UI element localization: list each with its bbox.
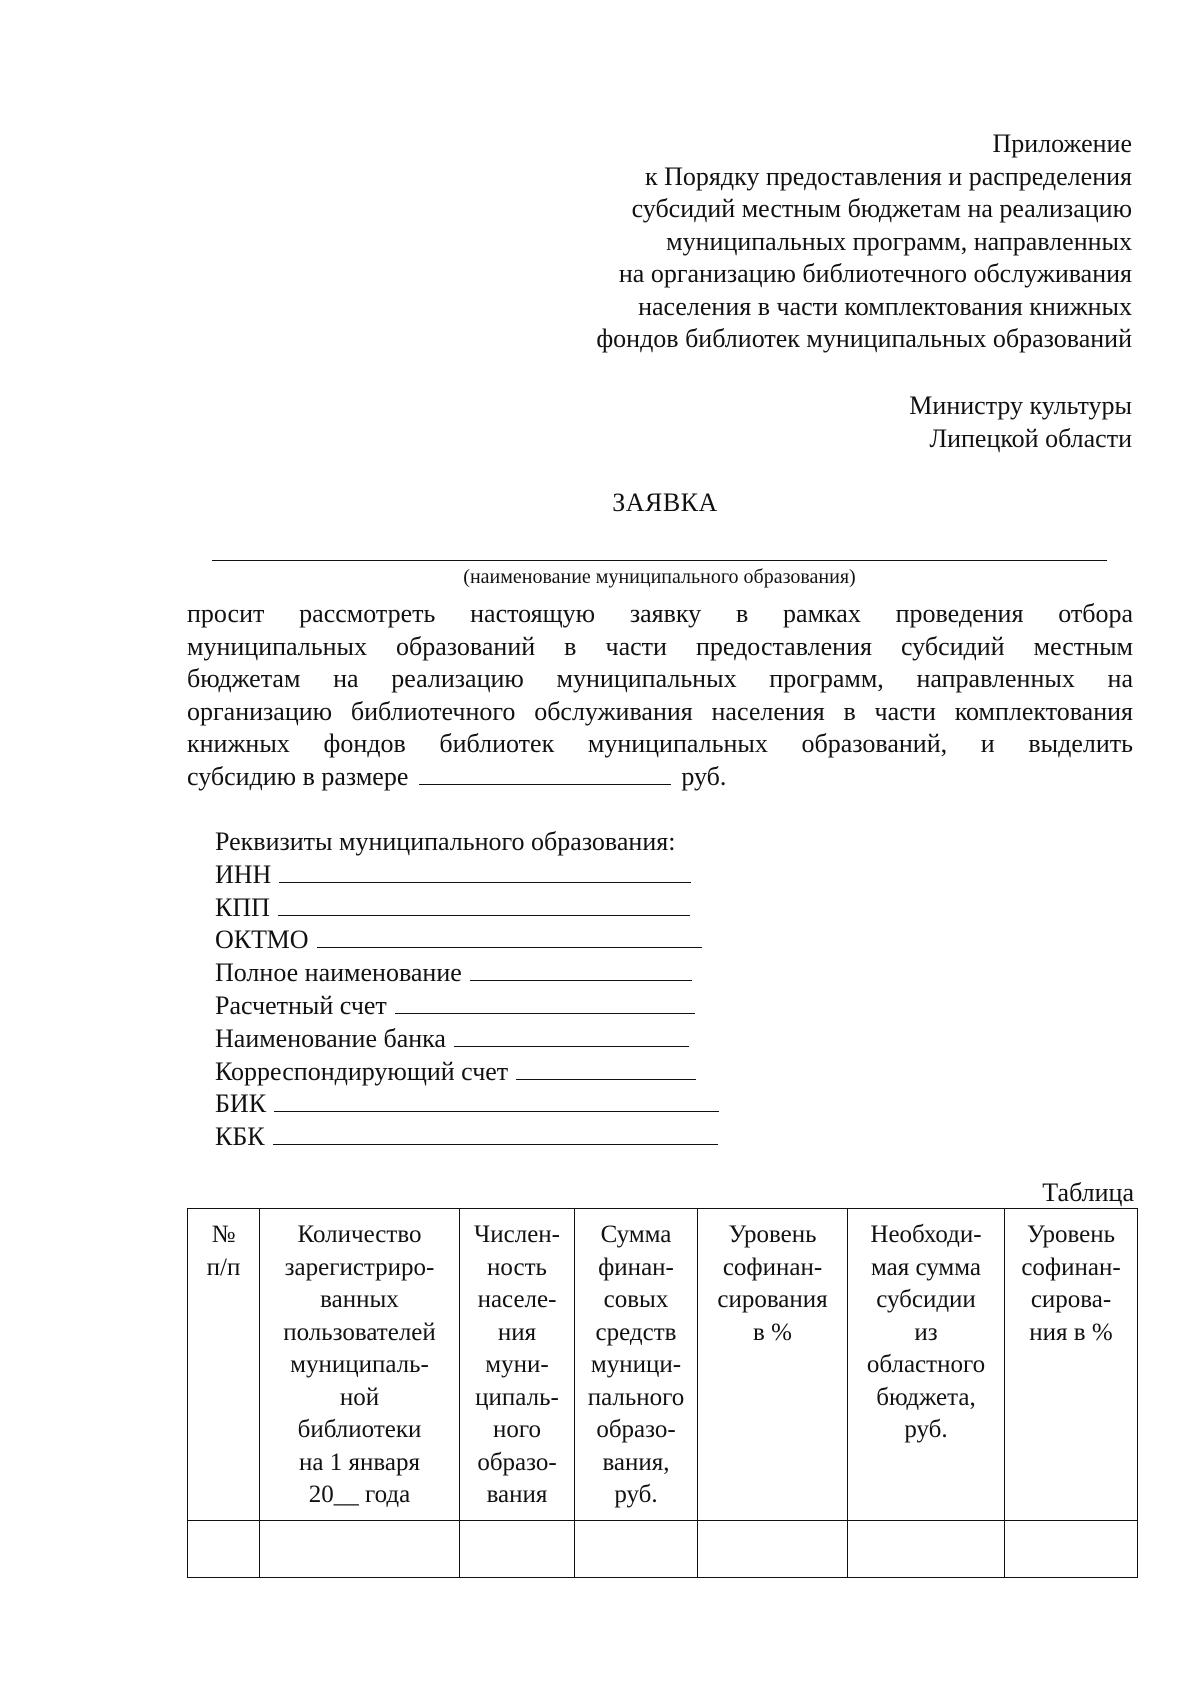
kbk-field[interactable] [273, 1124, 718, 1145]
requisites-block [215, 826, 723, 1154]
column-header-text: Числен- ность населе- ния муни- ципаль- ного образо- вания [474, 1221, 560, 1508]
column-header-text: Сумма финан- совых средств муници- пального образо- вания, руб. [587, 1221, 685, 1508]
column-header [1005, 1209, 1138, 1521]
municipality-name-field[interactable] [212, 560, 1107, 561]
requisite-row-inn [215, 859, 723, 892]
requisite-label: Полное наименование [215, 958, 462, 988]
column-header-text: № п/п [206, 1221, 241, 1281]
requisite-row-bank [215, 1023, 723, 1056]
column-header [188, 1209, 260, 1521]
requisite-row-oktmo [215, 924, 723, 957]
addressee [760, 390, 1132, 455]
column-header-text: Количество зарегистриро- ванных пользователей муниципаль- ной библиотеки на 1 января 20__ года [283, 1221, 436, 1508]
request-amount-line [187, 761, 1133, 794]
header-line: к Порядку предоставления и распределения [644, 161, 1132, 191]
request-line: книжных фондов библиотек муниципальных образований, и выделить [187, 729, 1133, 758]
column-header [698, 1209, 848, 1521]
addressee-line: Министру культуры [909, 391, 1132, 420]
requisite-row-bik [215, 1088, 723, 1121]
oktmo-field[interactable] [317, 927, 702, 948]
requisite-label: БИК [215, 1089, 267, 1119]
table-row [188, 1520, 1138, 1577]
header-line: на организацию библиотечного обслуживания [618, 259, 1132, 288]
bik-field[interactable] [274, 1091, 719, 1112]
municipality-name-caption: (наименование муниципального образования) [463, 566, 856, 588]
header-line: населения в части комплектования книжных [638, 291, 1132, 321]
column-header [260, 1209, 460, 1521]
table-cell[interactable] [1005, 1520, 1138, 1577]
requisite-label: КБК [215, 1122, 265, 1152]
requisites-heading: Реквизиты муниципального образования: [215, 827, 676, 856]
subsidy-table [187, 1208, 1138, 1578]
requisite-label: Корреспондирующий счет [215, 1056, 509, 1086]
kpp-field[interactable] [278, 895, 690, 916]
requisite-row-full-name [215, 957, 723, 990]
requisite-label: Расчетный счет [215, 990, 387, 1020]
requisite-label: ОКТМО [215, 925, 309, 955]
amount-prefix: субсидию в размере [187, 761, 409, 791]
column-header-text: Необходи- мая сумма субсидии из областного бюджета, руб. [866, 1221, 986, 1443]
requisite-row-account [215, 990, 723, 1023]
full-name-field[interactable] [470, 960, 692, 981]
table-cell[interactable] [848, 1520, 1005, 1577]
header-line: Приложение [992, 129, 1132, 158]
requisite-label: КПП [215, 892, 270, 922]
table-cell[interactable] [460, 1520, 575, 1577]
account-field[interactable] [395, 993, 695, 1014]
request-line: бюджетам на реализацию муниципальных программ, направленных на [187, 664, 1133, 693]
request-paragraph [187, 598, 1133, 793]
column-header-text: Уровень софинан- сирования в % [717, 1221, 828, 1346]
header-line: муниципальных программ, направленных [666, 226, 1132, 256]
column-header-text: Уровень софинан- сирова- ния в % [1021, 1221, 1121, 1346]
table-cell[interactable] [260, 1520, 460, 1577]
table-label: Таблица [1042, 1178, 1134, 1207]
addressee-line: Липецкой области [929, 423, 1132, 453]
subsidy-amount-field[interactable] [419, 762, 671, 785]
table-cell[interactable] [575, 1520, 698, 1577]
requisite-row-corr-account [215, 1056, 723, 1089]
requisite-label: ИНН [215, 859, 272, 889]
inn-field[interactable] [279, 862, 691, 883]
request-line: муниципальных образований в части предоставления субсидий местным [187, 631, 1133, 661]
requisite-row-kbk [215, 1121, 723, 1154]
header-line: фондов библиотек муниципальных образований [596, 324, 1132, 353]
column-header [575, 1209, 698, 1521]
document-title: ЗАЯВКА [612, 488, 718, 517]
table-header-row [188, 1209, 1138, 1521]
requisite-row-kpp [215, 892, 723, 925]
request-line: организацию библиотечного обслуживания населения в части комплектования [187, 696, 1133, 726]
column-header [460, 1209, 575, 1521]
corr-account-field[interactable] [516, 1059, 696, 1080]
table-cell[interactable] [698, 1520, 848, 1577]
column-header [848, 1209, 1005, 1521]
table-cell[interactable] [188, 1520, 260, 1577]
requisite-label: Наименование банка [215, 1023, 446, 1053]
request-line: просит рассмотреть настоящую заявку в рамках проведения отбора [187, 599, 1133, 628]
amount-suffix: руб. [681, 761, 727, 791]
bank-name-field[interactable] [454, 1026, 689, 1047]
appendix-header [520, 128, 1132, 356]
header-line: субсидий местным бюджетам на реализацию [631, 194, 1132, 223]
